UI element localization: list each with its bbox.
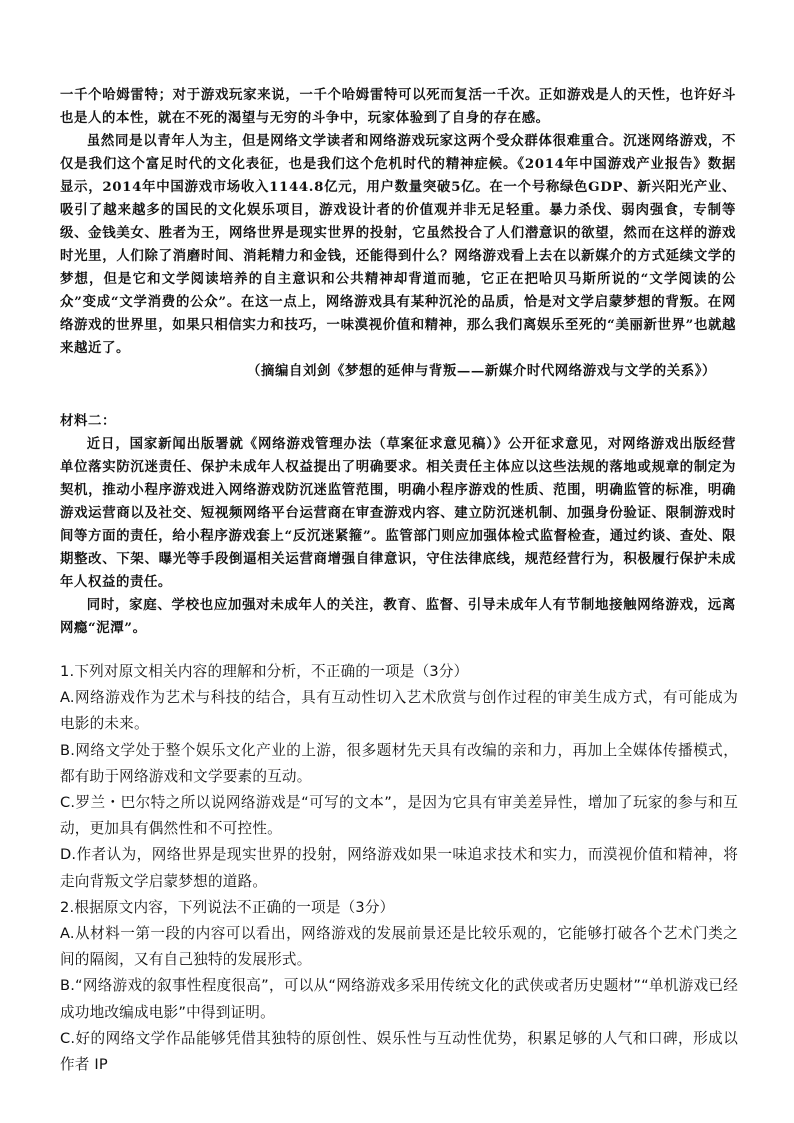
material-one [60, 84, 736, 383]
question-1-option-c: C.罗兰・巴尔特之所以说网络游戏是“可写的文本”，是因为它具有审美差异性，增加了玩家的参与和互动，更加具有偶然性和不可控性。 [60, 794, 738, 838]
question-2-option-c: C.好的网络文学作品能够凭借其独特的原创性、娱乐性与互动性优势，积累足够的人气和口碑，形成以作者 IP [60, 1029, 738, 1074]
questions-section [60, 659, 738, 1078]
material-two-paragraph-1: 近日，国家新闻出版署就《网络游戏管理办法（草案征求意见稿）》公开征求意见，对网络游戏出版经营单位落实防沉迷责任、保护未成年人权益提出了明确要求。相关责任主体应以这些法规的落地或规章的制定为契机，推动小程序游戏进入网络游戏防沉迷监管范围，明确小程序游戏的性质、范围，明确监管的标准，明确游戏运营商以及社交、短视频网络平台运营商在审查游戏内容、建立防沉迷机制、加强身份验证、限制游戏时间等方面的责任，给小程序游戏套上“反沉迷紧箍”。监管部门则应加强体检式监督检查，通过约谈、查处、限期整改、下架、曝光等手段倒逼相关运营商增强自律意识，守住法律底线，规范经营行为，积极履行保护未成年人权益的责任。 [60, 436, 736, 590]
question-1-stem: 1.下列对原文相关内容的理解和分析，不正确的一项是（3分） [60, 663, 469, 680]
question-2-option-a: A.从材料一第一段的内容可以看出，网络游戏的发展前景还是比较乐观的，它能够打破各个艺术门类之间的隔阂，又有自己独特的发展形式。 [60, 925, 738, 969]
material-one-paragraph-continued: 一千个哈姆雷特；对于游戏玩家来说，一千个哈姆雷特可以死而复活一千次。正如游戏是人的天性，也许好斗也是人的本性，就在不死的渴望与无穷的斗争中，玩家体验到了自身的存在感。 [60, 87, 736, 126]
question-1-option-a: A.网络游戏作为艺术与科技的结合，具有互动性切入艺术欣赏与创作过程的审美生成方式，有可能成为电影的未来。 [60, 689, 738, 733]
question-2-stem: 2.根据原文内容，下列说法不正确的一项是（3分） [60, 898, 395, 916]
question-1-option-b: B.网络文学处于整个娱乐文化产业的上游，很多题材先天具有改编的亲和力，再加上全媒体传播模式，都有助于网络游戏和文学要素的互动。 [60, 741, 738, 785]
material-one-source: （摘编自刘剑《梦想的延伸与背叛——新媒介时代网络游戏与文学的关系》） [247, 363, 716, 379]
material-two-label: 材料二： [60, 413, 116, 429]
material-two [60, 410, 736, 640]
question-2-option-b: B.“网络游戏的叙事性程度很高”，可以从“网络游戏多采用传统文化的武侠或者历史题材”“单机游戏已经成功地改编成电影”中得到证明。 [60, 977, 738, 1021]
material-two-paragraph-2: 同时，家庭、学校也应加强对未成年人的关注，教育、监督、引导未成年人有节制地接触网络游戏，远离网瘾“泥潭”。 [60, 597, 736, 636]
material-one-paragraph-2: 虽然同是以青年人为主，但是网络文学读者和网络游戏玩家这两个受众群体很难重合。沉迷网络游戏，不仅是我们这个富足时代的文化表征，也是我们这个危机时代的精神症候。《2014年中国游戏产业报告》数据显示，2014年中国游戏市场收入1144.8亿元，用户数量突破5亿。在一个号称绿色GDP、新兴阳光产业、吸引了越来越多的国民的文化娱乐项目，游戏设计者的价值观并非无足轻重。暴力杀伐、弱肉强食，专制等级、金钱美女、胜者为王，网络世界是现实世界的投射，它虽然投合了人们潜意识的欲望，然而在这样的游戏时光里，人们除了消磨时间、消耗精力和金钱，还能得到什么？网络游戏看上去在以新媒介的方式延续文学的梦想，但是它和文学阅读培养的自主意识和公共精神却背道而驰，它正在把哈贝马斯所说的“文学阅读的公众”变成“文学消费的公众”。在这一点上，网络游戏具有某种沉沦的品质，恰是对文学启蒙梦想的背叛。在网络游戏的世界里，如果只相信实力和技巧，一味漠视价值和精神，那么我们离娱乐至死的“美丽新世界”也就越来越近了。 [60, 133, 736, 356]
question-1-option-d: D.作者认为，网络世界是现实世界的投射，网络游戏如果一味追求技术和实力，而漠视价值和精神，将走向背叛文学启蒙梦想的道路。 [60, 846, 738, 890]
